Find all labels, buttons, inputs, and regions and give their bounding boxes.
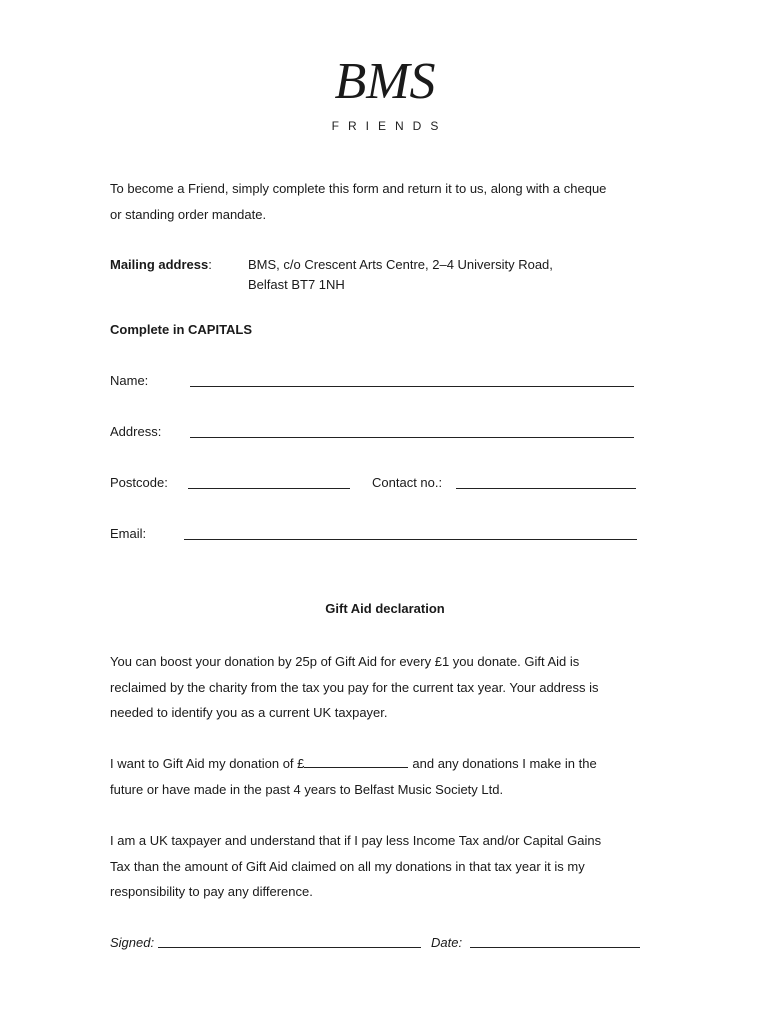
bms-logo-mark [300,50,470,112]
intro-text [110,176,670,227]
email-label: Email: [110,526,147,541]
address-field[interactable] [190,437,634,438]
name-field[interactable] [190,386,634,387]
declaration-line: responsibility to pay any difference. [110,884,313,899]
contact-label: Contact no.: [372,475,443,490]
svg-text:BMS: BMS [334,53,436,110]
donation-line-1 [110,751,670,777]
bms-friends-logo [300,50,470,140]
address-label: Address: [110,424,162,439]
postcode-field[interactable] [188,488,350,489]
intro-line-2: or standing order mandate. [110,206,267,222]
contact-field[interactable] [456,488,636,489]
logo-tagline: FRIENDS [331,119,448,133]
date-label: Date: [431,935,463,950]
gift-aid-heading: Gift Aid declaration [325,601,445,616]
gift-aid-intro [110,649,670,726]
gift-aid-intro-line: reclaimed by the charity from the tax you pay for the current tax year. Your address is [110,679,599,695]
declaration-line: Tax than the amount of Gift Aid claimed on all my donations in that tax year it is my [110,858,585,874]
postcode-label: Postcode: [110,475,168,490]
taxpayer-declaration [110,828,670,905]
signed-label: Signed: [110,935,155,950]
gift-aid-donation-statement [110,751,670,802]
gift-aid-intro-line: needed to identify you as a current UK taxpayer. [110,705,388,720]
name-label: Name: [110,373,149,388]
donation-text-after: and any donations I make in the [412,756,597,771]
email-field[interactable] [184,539,637,540]
donation-amount-field[interactable] [304,755,408,768]
capitals-instruction: Complete in CAPITALS [110,322,253,337]
mailing-address-line-2: Belfast BT7 1NH [248,277,345,292]
signature-field[interactable] [158,947,421,948]
date-field[interactable] [470,947,640,948]
mailing-address-label: Mailing address: [110,257,212,272]
gift-aid-intro-line: You can boost your donation by 25p of Gift Aid for every £1 you donate. Gift Aid is [110,654,580,669]
donation-line-2: future or have made in the past 4 years to Belfast Music Society Ltd. [110,781,504,797]
intro-line-1: To become a Friend, simply complete this form and return it to us, along with a cheque [110,181,607,196]
mailing-address-line-1: BMS, c/o Crescent Arts Centre, 2–4 University Road, [248,257,553,272]
declaration-line: I am a UK taxpayer and understand that if I pay less Income Tax and/or Capital Gains [110,833,602,848]
donation-text-before: I want to Gift Aid my donation of £ [110,756,305,771]
